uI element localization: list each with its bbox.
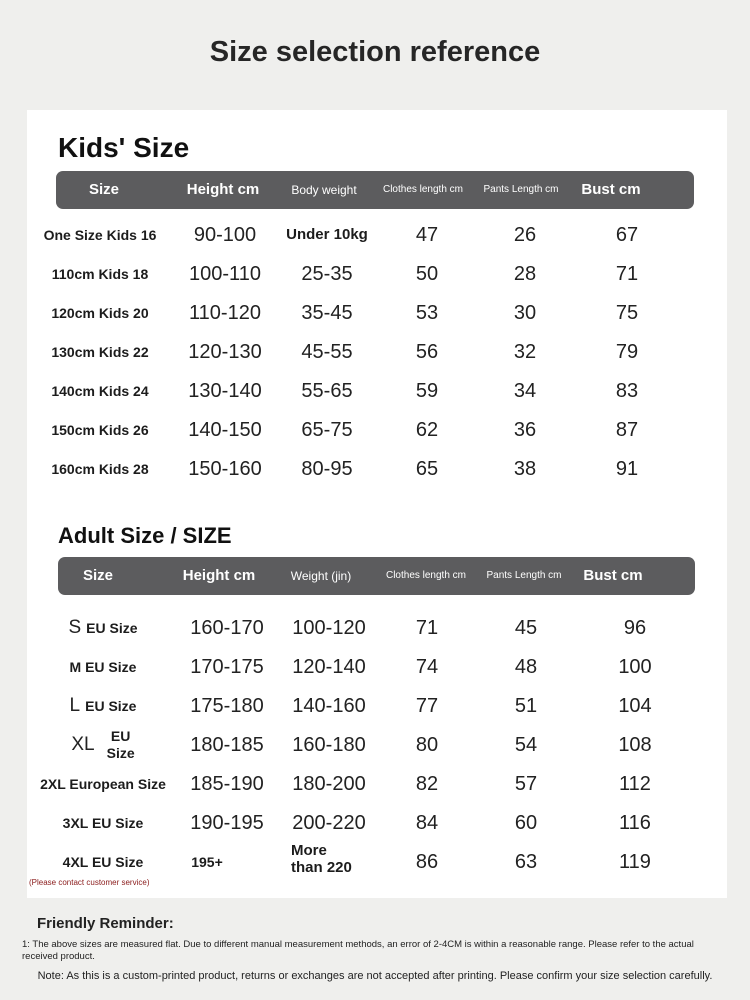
weight-cell: 100-120 bbox=[292, 617, 366, 639]
size-label: M EU Size bbox=[69, 659, 137, 675]
clothes-length-cell: 47 bbox=[415, 224, 439, 246]
clothes-length-cell: 77 bbox=[415, 695, 439, 717]
height-cell: 120-130 bbox=[188, 341, 262, 363]
bust-cell: 119 bbox=[619, 851, 651, 873]
pants-length-cell: 34 bbox=[513, 380, 537, 402]
height-cell: 90-100 bbox=[193, 224, 257, 246]
height-cell: 170-175 bbox=[190, 656, 264, 678]
table-row bbox=[27, 373, 727, 409]
adult-size-heading: Adult Size / SIZE bbox=[58, 523, 232, 548]
size-label: 3XL EU Size bbox=[62, 815, 144, 831]
height-cell: 130-140 bbox=[188, 380, 262, 402]
size-label-line1: EU bbox=[110, 728, 131, 744]
weight-cell: 180-200 bbox=[292, 773, 366, 795]
bust-cell: 79 bbox=[615, 341, 639, 363]
size-cell bbox=[27, 805, 179, 841]
height-cell: 195+ bbox=[191, 854, 223, 870]
weight-cell: 120-140 bbox=[292, 656, 366, 678]
weight-cell bbox=[291, 842, 391, 876]
size-letter: XL bbox=[71, 734, 95, 755]
pants-length-cell: 32 bbox=[513, 341, 537, 363]
kids-col-clothes: Clothes length cm bbox=[382, 184, 464, 195]
table-row bbox=[27, 727, 727, 763]
size-cell bbox=[27, 610, 179, 646]
table-row bbox=[27, 688, 727, 724]
table-row bbox=[27, 256, 727, 292]
height-cell: 150-160 bbox=[188, 458, 262, 480]
bust-cell: 108 bbox=[618, 734, 652, 756]
adult-col-size: Size bbox=[82, 567, 113, 584]
size-label: 4XL EU Size bbox=[62, 854, 144, 870]
weight-line1: More bbox=[291, 842, 327, 859]
bust-cell: 67 bbox=[615, 224, 639, 246]
bust-cell: 112 bbox=[619, 773, 651, 795]
adult-col-weight: Weight (jin) bbox=[290, 569, 352, 583]
reminder-text: 1: The above sizes are measured flat. Due to different manual measurement methods, an error of 2-4CM is within a reasonable range. Please refer to the actual received product. bbox=[22, 939, 694, 962]
reminder-title: Friendly Reminder: bbox=[37, 915, 174, 932]
pants-length-cell: 63 bbox=[514, 851, 538, 873]
size-label-line2: Size bbox=[106, 745, 135, 761]
height-cell: 190-195 bbox=[190, 812, 264, 834]
clothes-length-cell: 59 bbox=[415, 380, 439, 402]
size-cell bbox=[27, 649, 179, 685]
adult-table-header bbox=[58, 557, 695, 595]
size-letter: L bbox=[69, 695, 81, 716]
weight-cell: 45-55 bbox=[301, 341, 353, 363]
adult-col-height: Height cm bbox=[182, 567, 256, 584]
reminder-note: Note: As this is a custom-printed product, returns or exchanges are not accepted after printing. Please confirm your size selection carefully. bbox=[37, 970, 713, 982]
bust-cell: 83 bbox=[615, 380, 639, 402]
weight-cell: 160-180 bbox=[292, 734, 366, 756]
pants-length-cell: 48 bbox=[514, 656, 538, 678]
table-row bbox=[27, 295, 727, 331]
pants-length-cell: 26 bbox=[513, 224, 537, 246]
size-cell: 140cm Kids 24 bbox=[51, 383, 149, 399]
height-cell: 100-110 bbox=[189, 263, 261, 285]
size-cell: 120cm Kids 20 bbox=[51, 305, 149, 321]
table-row bbox=[27, 844, 727, 880]
clothes-length-cell: 82 bbox=[415, 773, 439, 795]
adult-col-bust: Bust cm bbox=[583, 567, 643, 584]
table-row bbox=[27, 649, 727, 685]
pants-length-cell: 51 bbox=[514, 695, 538, 717]
bust-cell: 96 bbox=[623, 617, 647, 639]
size-label: EU Size bbox=[85, 698, 137, 714]
size-cell: One Size Kids 16 bbox=[43, 227, 157, 243]
clothes-length-cell: 53 bbox=[415, 302, 439, 324]
table-row bbox=[27, 610, 727, 646]
weight-cell: 35-45 bbox=[301, 302, 353, 324]
clothes-length-cell: 71 bbox=[415, 617, 439, 639]
height-cell: 180-185 bbox=[190, 734, 264, 756]
table-row bbox=[27, 766, 727, 802]
pants-length-cell: 57 bbox=[514, 773, 538, 795]
clothes-length-cell: 50 bbox=[415, 263, 439, 285]
pants-length-cell: 36 bbox=[513, 419, 537, 441]
size-cell bbox=[27, 844, 179, 880]
clothes-length-cell: 84 bbox=[415, 812, 439, 834]
weight-cell: 65-75 bbox=[301, 419, 353, 441]
clothes-length-cell: 56 bbox=[415, 341, 439, 363]
size-cell bbox=[27, 688, 179, 724]
kids-col-height: Height cm bbox=[186, 181, 260, 198]
weight-cell: Under 10kg bbox=[286, 226, 368, 243]
adult-col-pants: Pants Length cm bbox=[486, 570, 562, 581]
kids-col-pants: Pants Length cm bbox=[483, 184, 559, 195]
size-cell bbox=[27, 727, 179, 763]
bust-cell: 87 bbox=[615, 419, 639, 441]
kids-col-bust: Bust cm bbox=[581, 181, 641, 198]
page-title: Size selection reference bbox=[209, 36, 541, 68]
size-letter: S bbox=[68, 617, 82, 638]
clothes-length-cell: 74 bbox=[415, 656, 439, 678]
size-cell: 110cm Kids 18 bbox=[51, 266, 149, 282]
height-cell: 140-150 bbox=[188, 419, 262, 441]
size-cell: 150cm Kids 26 bbox=[51, 422, 149, 438]
bust-cell: 104 bbox=[618, 695, 652, 717]
size-cell: 130cm Kids 22 bbox=[51, 344, 149, 360]
table-row bbox=[27, 412, 727, 448]
kids-table-header bbox=[56, 171, 694, 209]
weight-cell: 200-220 bbox=[292, 812, 366, 834]
pants-length-cell: 45 bbox=[514, 617, 538, 639]
adult-col-clothes: Clothes length cm bbox=[385, 570, 467, 581]
table-row bbox=[27, 217, 727, 253]
weight-cell: 25-35 bbox=[301, 263, 353, 285]
bust-cell: 71 bbox=[615, 263, 639, 285]
height-cell: 110-120 bbox=[189, 302, 261, 324]
table-row bbox=[27, 805, 727, 841]
height-cell: 175-180 bbox=[190, 695, 264, 717]
bust-cell: 116 bbox=[619, 812, 651, 834]
kids-size-heading: Kids' Size bbox=[58, 132, 190, 163]
height-cell: 160-170 bbox=[190, 617, 264, 639]
kids-col-size: Size bbox=[88, 181, 119, 198]
weight-cell: 55-65 bbox=[301, 380, 353, 402]
bust-cell: 75 bbox=[615, 302, 639, 324]
weight-line2: than 220 bbox=[291, 859, 352, 876]
clothes-length-cell: 86 bbox=[415, 851, 439, 873]
table-row bbox=[27, 451, 727, 487]
size-label bbox=[107, 728, 135, 762]
clothes-length-cell: 62 bbox=[415, 419, 439, 441]
weight-cell: 140-160 bbox=[292, 695, 366, 717]
size-label: 2XL European Size bbox=[40, 776, 166, 792]
pants-length-cell: 60 bbox=[514, 812, 538, 834]
kids-col-weight: Body weight bbox=[291, 183, 357, 197]
pants-length-cell: 38 bbox=[513, 458, 537, 480]
weight-cell: 80-95 bbox=[301, 458, 353, 480]
size-chart-card bbox=[27, 110, 727, 898]
size-cell: 160cm Kids 28 bbox=[51, 461, 149, 477]
clothes-length-cell: 80 bbox=[415, 734, 439, 756]
contact-note: (Please contact customer service) bbox=[29, 878, 150, 887]
bust-cell: 91 bbox=[615, 458, 639, 480]
clothes-length-cell: 65 bbox=[415, 458, 439, 480]
pants-length-cell: 54 bbox=[514, 734, 538, 756]
pants-length-cell: 28 bbox=[513, 263, 537, 285]
table-row bbox=[27, 334, 727, 370]
height-cell: 185-190 bbox=[190, 773, 264, 795]
size-cell bbox=[27, 766, 179, 802]
size-label: EU Size bbox=[86, 620, 138, 636]
bust-cell: 100 bbox=[618, 656, 652, 678]
pants-length-cell: 30 bbox=[513, 302, 537, 324]
